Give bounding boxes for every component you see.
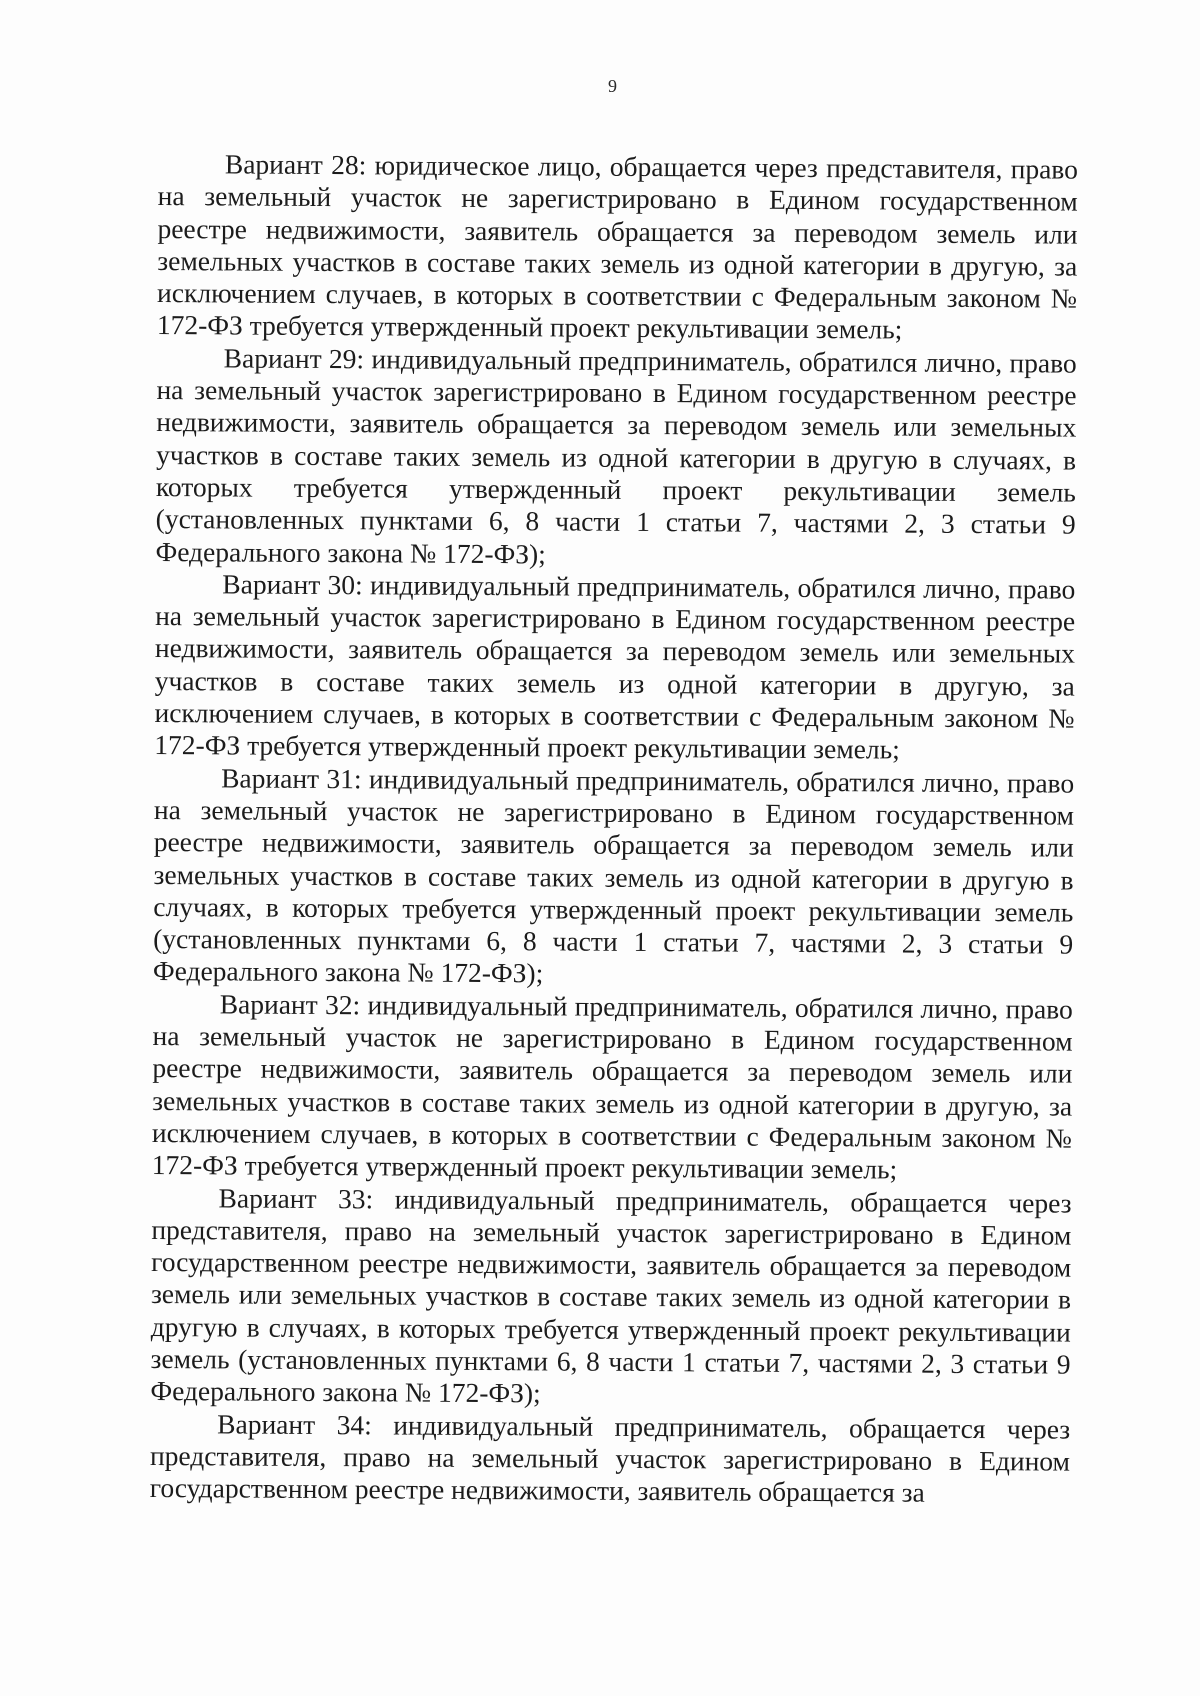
paragraph-variant-32: Вариант 32: индивидуальный предприниматель, обратился лично, право на земельный участок не зарегистрировано в Едином государственном реестре недвижимости, заявитель обращается за переводом земель или земельных участков в составе таких земель из одной категории в другую, за исключением случаев, в которых в соответствии с Федеральным законом № 172-ФЗ требуется утвержденный проект рекультивации земель; [151,988,1073,1185]
paragraph-variant-30: Вариант 30: индивидуальный предприниматель, обратился лично, право на земельный участок зарегистрировано в Едином государственном реестре недвижимости, заявитель обращается за переводом земель или земельных участков в составе таких земель из одной категории в другую, за исключением случаев, в которых в соответствии с Федеральным законом № 172-ФЗ требуется утвержденный проект рекультивации земель; [154,568,1076,765]
paragraph-variant-34: Вариант 34: индивидуальный предприниматель, обращается через представителя, право на земельный участок зарегистрировано в Едином государственном реестре недвижимости, заявитель обращается за [149,1407,1071,1508]
paragraph-variant-29: Вариант 29: индивидуальный предприниматель, обратился лично, право на земельный участок зарегистрировано в Едином государственном реестре недвижимости, заявитель обращается за переводом земель или земельных участков в составе таких земель из одной категории в другую в случаях, в которых требуется утвержденный проект рекультивации земель (установленных пунктами 6, 8 части 1 статьи 7, частями 2, 3 статьи 9 Федерального закона № 172-ФЗ); [155,342,1077,569]
page-number: 9 [608,76,617,96]
paragraph-variant-33: Вариант 33: индивидуальный предприниматель, обращается через представителя, право на земельный участок зарегистрировано в Едином государственном реестре недвижимости, заявитель обращается за переводом земель или земельных участков в составе таких земель из одной категории в другую в случаях, в которых требуется утвержденный проект рекультивации земель (установленных пунктами 6, 8 части 1 статьи 7, частями 2, 3 статьи 9 Федерального закона № 172-ФЗ); [150,1181,1072,1409]
paragraph-variant-28: Вариант 28: юридическое лицо, обращается через представителя, право на земельный участок не зарегистрировано в Едином государственном реестре недвижимости, заявитель обращается за переводом земель или земельных участков в составе таких земель из одной категории в другую, за исключением случаев, в которых в соответствии с Федеральным законом № 172-ФЗ требуется утвержденный проект рекультивации земель; [156,148,1078,346]
document-body [150,148,1078,1510]
paragraph-variant-31: Вариант 31: индивидуальный предприниматель, обратился лично, право на земельный участок не зарегистрировано в Едином государственном реестре недвижимости, заявитель обращается за переводом земель или земельных участков в составе таких земель из одной категории в другую в случаях, в которых требуется утвержденный проект рекультивации земель (установленных пунктами 6, 8 части 1 статьи 7, частями 2, 3 статьи 9 Федерального закона № 172-ФЗ); [152,762,1075,989]
